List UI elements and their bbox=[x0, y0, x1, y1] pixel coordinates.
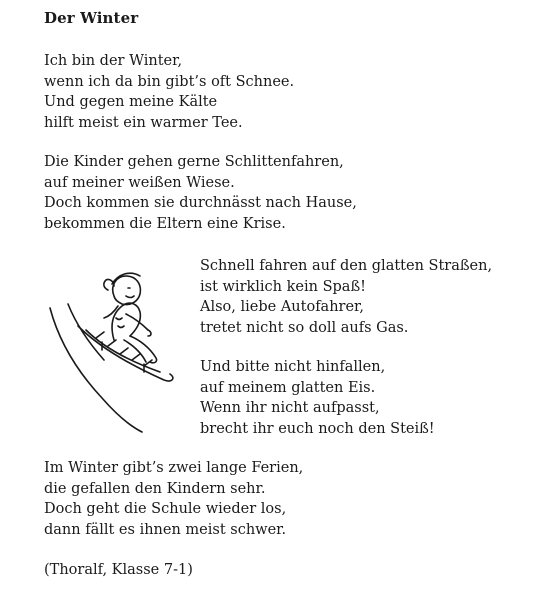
poem-line: Und gegen meine Kälte bbox=[44, 94, 218, 111]
poem-line: hilft meist ein warmer Tee. bbox=[44, 114, 243, 131]
poem-line: die gefallen den Kindern sehr. bbox=[44, 480, 266, 497]
poem-line: wenn ich da bin gibt’s oft Schnee. bbox=[44, 73, 295, 90]
sledding-child-drawing bbox=[44, 268, 190, 436]
poem-line: Doch geht die Schule wieder los, bbox=[44, 501, 287, 518]
poem-line: Und bitte nicht hinfallen, bbox=[200, 359, 386, 375]
poem-line: Also, liebe Autofahrer, bbox=[200, 299, 365, 316]
poem-line: Wenn ihr nicht aufpasst, bbox=[200, 400, 380, 417]
poem-title: Der Winter bbox=[44, 9, 139, 27]
poem-line: brecht ihr euch noch den Steiß! bbox=[200, 420, 435, 437]
poem-line: Im Winter gibt’s zwei lange Ferien, bbox=[44, 460, 304, 476]
poem-line: Ich bin der Winter, bbox=[44, 53, 183, 69]
stanza-1 bbox=[44, 51, 294, 133]
poem-line: Die Kinder gehen gerne Schlittenfahren, bbox=[44, 154, 344, 170]
poem-line: auf meinem glatten Eis. bbox=[200, 379, 376, 396]
poem-line: dann fällt es ihnen meist schwer. bbox=[44, 521, 287, 538]
poem-line: bekommen die Eltern eine Krise. bbox=[44, 215, 286, 232]
poem-line: Doch kommen sie durchnässt nach Hause, bbox=[44, 195, 357, 212]
sledding-child-icon bbox=[44, 268, 190, 436]
poem-line: tretet nicht so doll aufs Gas. bbox=[200, 319, 409, 336]
poem-line: ist wirklich kein Spaß! bbox=[200, 278, 366, 295]
stanza-4 bbox=[200, 357, 435, 439]
poem-line: Schnell fahren auf den glatten Straßen, bbox=[200, 258, 493, 274]
stanza-3 bbox=[200, 256, 492, 338]
poem-line: auf meiner weißen Wiese. bbox=[44, 174, 235, 191]
stanza-2 bbox=[44, 152, 357, 234]
author-signature: (Thoralf, Klasse 7-1) bbox=[44, 562, 193, 578]
stanza-5 bbox=[44, 458, 303, 540]
